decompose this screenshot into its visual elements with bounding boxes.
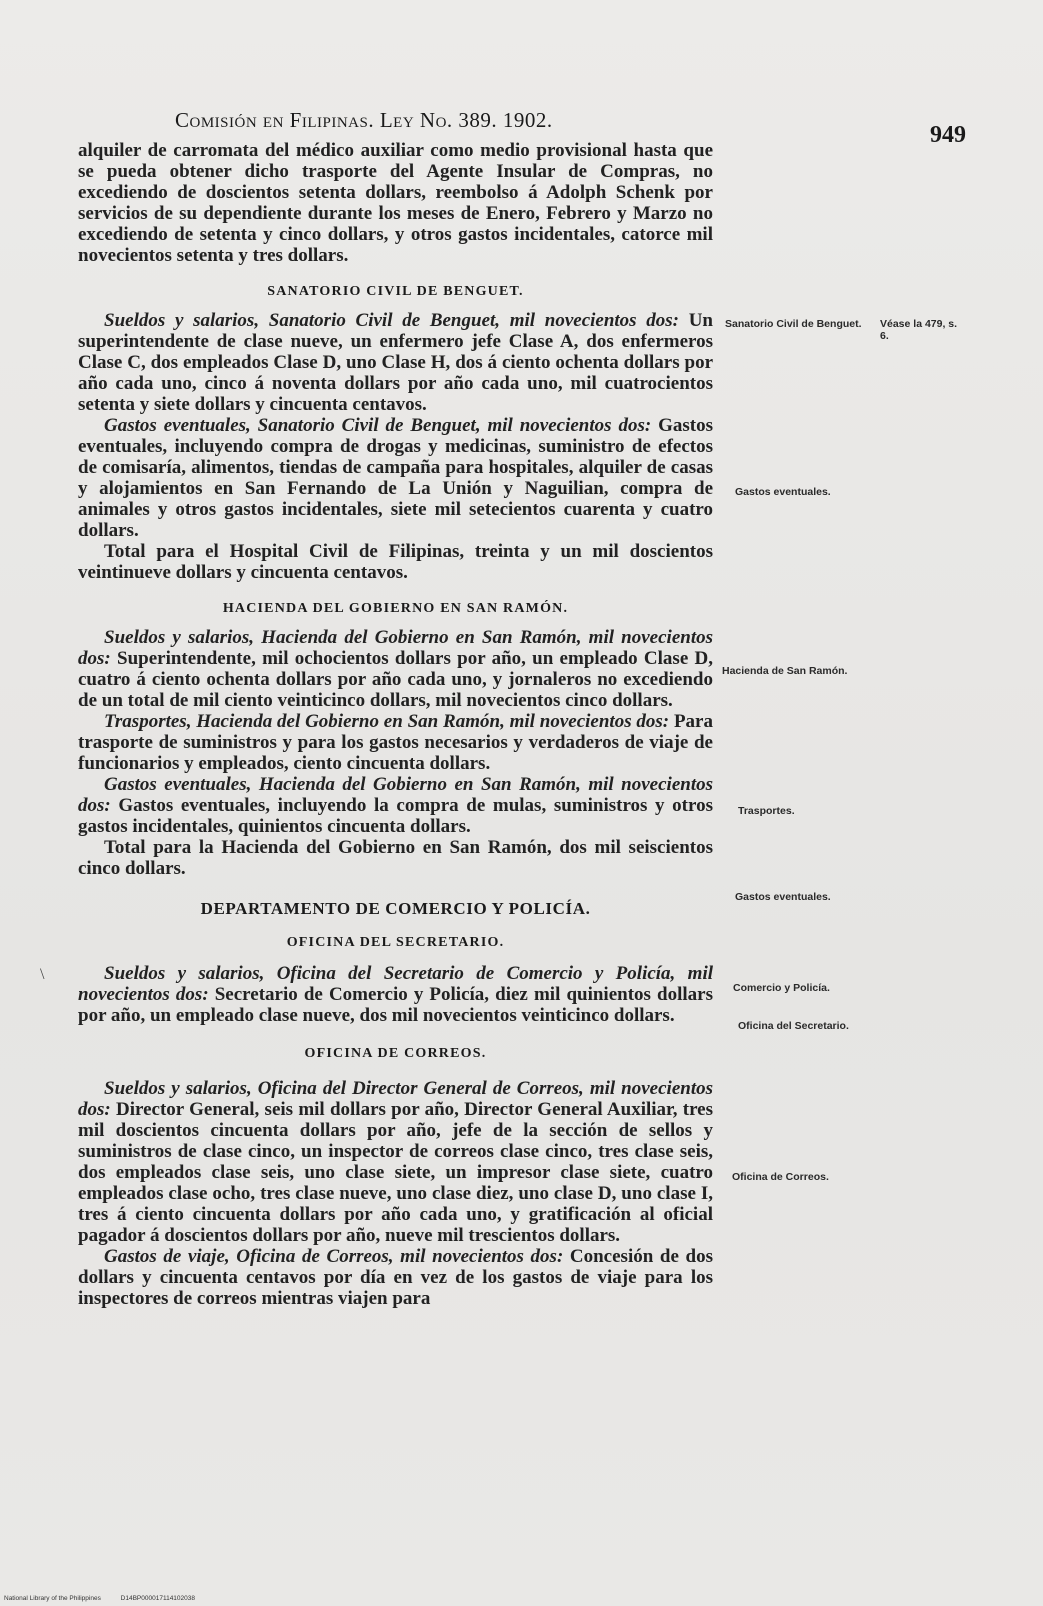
paragraph-sueldos-ramon	[78, 627, 713, 711]
text-sueldos-ramon: Superintendente, mil ochocientos dollars por año, un empleado Clase D, cuatro á ciento ochenta dollars por año cada uno, y jornaleros no excediendo de un total de mil ciento veinticinco dollars, mil novecientos cinco dollars.	[78, 648, 713, 711]
lead-sueldos-ramon: Sueldos y salarios, Hacienda del Gobierno en San Ramón, mil novecientos dos:	[78, 627, 713, 669]
margin-mark: \	[40, 966, 45, 983]
text-trasportes-ramon: Para trasporte de suministros y para los gastos necesarios y verdaderos de viaje de funcionarios y empleados, ciento cincuenta dollars.	[78, 711, 713, 774]
heading-oficina-secretario: OFICINA DEL SECRETARIO.	[286, 935, 505, 950]
paragraph-sueldos-secretario	[78, 963, 713, 1026]
body-column	[78, 140, 713, 1309]
paragraph-sueldos-benguet	[78, 310, 713, 415]
paragraph-gastos-benguet	[78, 415, 713, 541]
lead-gastos-viaje: Gastos de viaje, Oficina de Correos, mil novecientos dos:	[104, 1246, 564, 1267]
margin-note-comercio: Comercio y Policía.	[733, 982, 830, 994]
margin-note-correos: Oficina de Correos.	[732, 1171, 829, 1183]
text-sueldos-benguet: Un superintendente de clase nueve, un enfermero jefe Clase A, dos enfermeros Clase C, dos empleados Clase D, uno Clase H, dos á ciento ochenta dollars por año cada uno, cinco á noventa dollars por año cada uno, mil cuatrocientos setenta y siete dollars y cincuenta centavos.	[78, 310, 714, 415]
lead-trasportes-ramon: Trasportes, Hacienda del Gobierno en San Ramón, mil novecientos dos:	[104, 711, 670, 732]
paragraph-carromata: alquiler de carromata del médico auxiliar como medio provisional hasta que se pueda obtener dicho trasporte del Agente Insular de Compras, no excediendo de doscientos setenta dollars, reembolso á Adolph Schenk por servicios de su dependiente durante los meses de Enero, Febrero y Marzo no excediendo de setenta y cinco dollars, y otros gastos incidentales, catorce mil novecientos setenta y tres dollars.	[78, 140, 713, 266]
heading-sanatorio-benguet: SANATORIO CIVIL DE BENGUET.	[267, 284, 524, 299]
text-gastos-benguet: Gastos eventuales, incluyendo compra de drogas y medicinas, suministro de efectos de comisaría, alimentos, tiendas de campaña para hospitales, alquiler de casas y alojamientos en San Fernando de La Unión y Naguilian, compra de animales y otros gastos incidentales, siete mil setecientos cuarenta y cuatro dollars.	[78, 415, 713, 541]
heading-departamento-comercio: DEPARTAMENTO DE COMERCIO Y POLICÍA.	[200, 899, 591, 918]
paragraph-trasportes-ramon	[78, 711, 713, 774]
lead-sueldos-benguet: Sueldos y salarios, Sanatorio Civil de Benguet, mil novecientos dos:	[104, 310, 680, 331]
paragraph-sueldos-correos	[78, 1078, 713, 1246]
lead-sueldos-secretario: Sueldos y salarios, Oficina del Secretario de Comercio y Policía, mil novecientos dos:	[78, 963, 713, 1005]
lead-sueldos-correos: Sueldos y salarios, Oficina del Director General de Correos, mil novecientos dos:	[78, 1078, 713, 1120]
text-sueldos-correos: Director General, seis mil dollars por año, Director General Auxiliar, tres mil doscientos cincuenta dollars por año, jefe de la sección de sellos y suministros de clase cinco, un inspector de correos clase cinco, tres clase seis, dos empleados clase seis, uno clase siete, un impresor clase siete, cuatro empleados clase ocho, tres clase nueve, uno clase diez, uno clase D, uno clase I, tres á ciento cincuenta dollars por año cada uno, y gratificación al oficial pagador á doscientos dollars por año, nueve mil trescientos dollars.	[78, 1099, 713, 1246]
text-gastos-viaje: Concesión de dos dollars y cincuenta centavos por día en vez de los gastos de viaje para los inspectores de correos mientras viajen para	[78, 1246, 713, 1309]
margin-note-hacienda-ramon: Hacienda de San Ramón.	[722, 665, 848, 677]
margin-note-trasportes: Trasportes.	[738, 805, 795, 817]
margin-note-secretario: Oficina del Secretario.	[738, 1020, 849, 1032]
footer-code: D14BP000017114102038	[120, 1595, 195, 1602]
paragraph-gastos-ramon	[78, 774, 713, 837]
scan-footer	[4, 1595, 213, 1602]
paragraph-total-hospital: Total para el Hospital Civil de Filipinas, treinta y un mil doscientos veintinueve dollars y cincuenta centavos.	[78, 541, 713, 583]
text-gastos-ramon: Gastos eventuales, incluyendo la compra de mulas, suministros y otros gastos incidentales, quinientos cincuenta dollars.	[78, 795, 713, 837]
margin-note-gastos-benguet: Gastos eventuales.	[735, 486, 831, 498]
heading-hacienda-san-ramon: HACIENDA DEL GOBIERNO EN SAN RAMÓN.	[222, 601, 569, 616]
margin-note-gastos-ramon: Gastos eventuales.	[735, 891, 831, 903]
margin-note-benguet: Sanatorio Civil de Benguet.	[725, 318, 862, 330]
page-number: 949	[930, 122, 966, 148]
footer-library: National Library of the Philippines	[4, 1595, 101, 1602]
lead-gastos-ramon: Gastos eventuales, Hacienda del Gobierno en San Ramón, mil novecientos dos:	[78, 774, 713, 816]
lead-gastos-benguet: Gastos eventuales, Sanatorio Civil de Benguet, mil novecientos dos:	[104, 415, 652, 436]
text-sueldos-secretario: Secretario de Comercio y Policía, diez mil quinientos dollars por año, un empleado clase nueve, dos mil novecientos veinticinco dollars.	[78, 984, 713, 1026]
paragraph-total-ramon: Total para la Hacienda del Gobierno en San Ramón, dos mil seiscientos cinco dollars.	[78, 837, 713, 879]
heading-oficina-correos: OFICINA DE CORREOS.	[304, 1046, 487, 1061]
margin-note-vease: Véase la 479, s. 6.	[880, 318, 958, 342]
paragraph-gastos-viaje	[78, 1246, 713, 1309]
running-head: Comisión en Filipinas. Ley No. 389. 1902.	[175, 108, 553, 132]
